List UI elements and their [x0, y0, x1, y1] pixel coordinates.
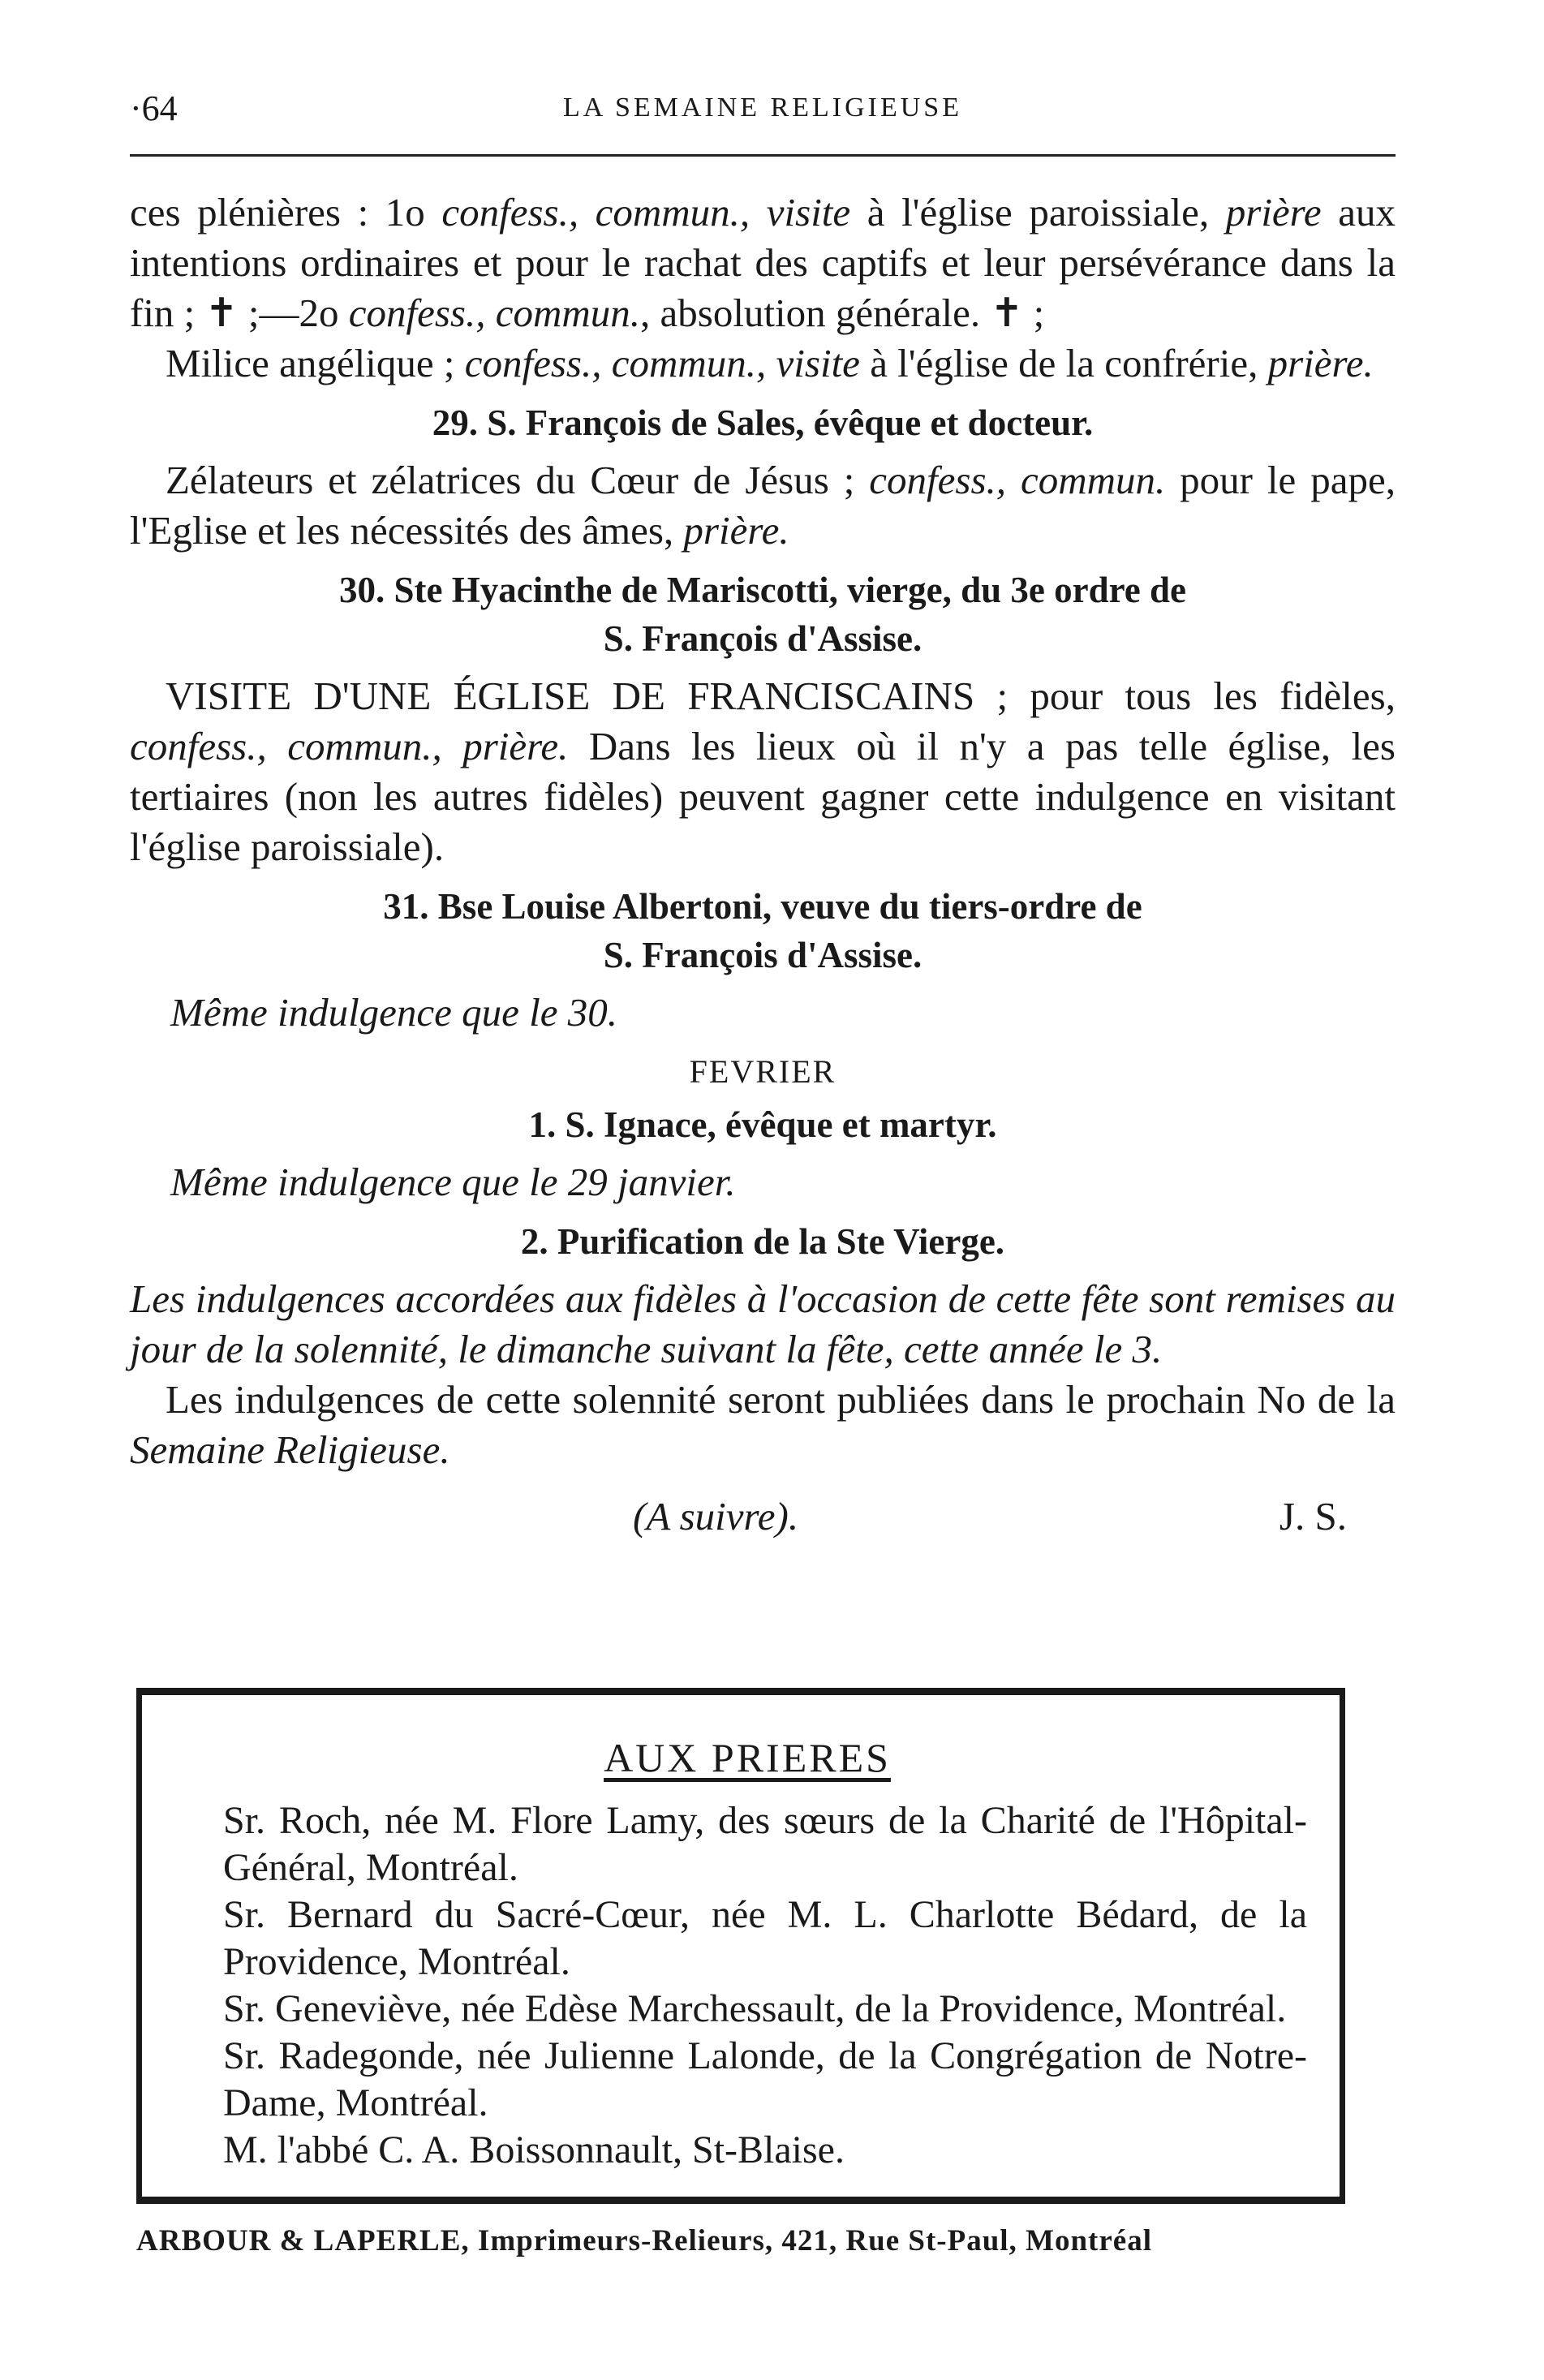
prayer-item: M. l'abbé C. A. Boissonnault, St-Blaise.: [223, 2128, 845, 2171]
journal-title: LA SEMAINE RELIGIEUSE: [563, 93, 962, 123]
feast-30-line1: 30. Ste Hyacinthe de Mariscotti, vierge, du 3e ordre de: [339, 570, 1186, 610]
feast-feb-1: 1. S. Ignace, évêque et martyr.: [528, 1104, 997, 1145]
page-number: ·64: [130, 88, 178, 128]
feast-31-line2: S. François d'Assise.: [603, 935, 923, 975]
feast-31: [130, 882, 1396, 979]
same-indulgence-29-jan: Même indulgence que le 29 janvier.: [170, 1160, 736, 1204]
prayer-item: Sr. Radegonde, née Julienne Lalonde, de la Congrégation de Notre-Dame, Montréal.: [223, 2034, 1307, 2124]
prayer-item: Sr. Bernard du Sacré-Cœur, née M. L. Charlotte Bédard, de la Providence, Montréal.: [223, 1893, 1307, 1983]
prayer-item: Sr. Geneviève, née Edèse Marchessault, de la Providence, Montréal.: [223, 1987, 1287, 2030]
header-rule: [130, 154, 1396, 157]
paragraph-publication: Les indulgences de cette solennité seront publiées dans le prochain No de la Semaine Religieuse.: [130, 1377, 1396, 1472]
to-be-continued: (A suivre).: [633, 1494, 799, 1539]
month-heading: FEVRIER: [689, 1053, 837, 1090]
feast-feb-2: 2. Purification de la Ste Vierge.: [520, 1221, 1005, 1262]
paragraph-purification-note: Les indulgences accordées aux fidèles à l'occasion de cette fête sont remises au jour de la solennité, le dimanche suivant la fête, cette année le 3.: [130, 1276, 1396, 1371]
paragraph-visite: VISITE D'UNE ÉGLISE DE FRANCISCAINS ; pour tous les fidèles, confess., commun., prière. Dans les lieux où il n'y a pas telle église, les tertiaires (non les autres fidèles) peuvent gagner cette indulgence en visitant l'église paroissiale).: [130, 674, 1396, 869]
paragraph-milice: Milice angélique ; confess., commun., visite à l'église de la confrérie, prière.: [166, 341, 1374, 385]
paragraph-plenary: ces plénières : 1o confess., commun., visite à l'église paroissiale, prière aux intentions ordinaires et pour le rachat des captifs et leur persévérance dans la fin ; ✝ ;—2o confess., commun., absolution générale. ✝ ;: [130, 190, 1396, 335]
same-indulgence-30: Même indulgence que le 30.: [170, 990, 618, 1035]
paragraph-zelateurs: Zélateurs et zélatrices du Cœur de Jésus ; confess., commun. pour le pape, l'Eglise et les nécessités des âmes, prière.: [130, 458, 1396, 553]
prayers-title: AUX PRIERES: [604, 1735, 891, 1780]
running-head: [130, 81, 1396, 138]
feast-29: 29. S. François de Sales, évêque et docteur.: [432, 402, 1094, 443]
printer-footer: ARBOUR & LAPERLE, Imprimeurs-Relieurs, 421, Rue St-Paul, Montréal: [136, 2224, 1152, 2257]
page-body: [130, 81, 1396, 1545]
prayer-item: Sr. Roch, née M. Flore Lamy, des sœurs de la Charité de l'Hôpital-Général, Montréal.: [223, 1799, 1307, 1889]
signature-row: [130, 1487, 1396, 1545]
author-initials: J. S.: [1279, 1494, 1347, 1539]
feast-30-line2: S. François d'Assise.: [603, 618, 923, 659]
feast-31-line1: 31. Bse Louise Albertoni, veuve du tiers-ordre de: [383, 886, 1142, 927]
prayers-box: [136, 1688, 1345, 2204]
feast-30: [130, 566, 1396, 663]
